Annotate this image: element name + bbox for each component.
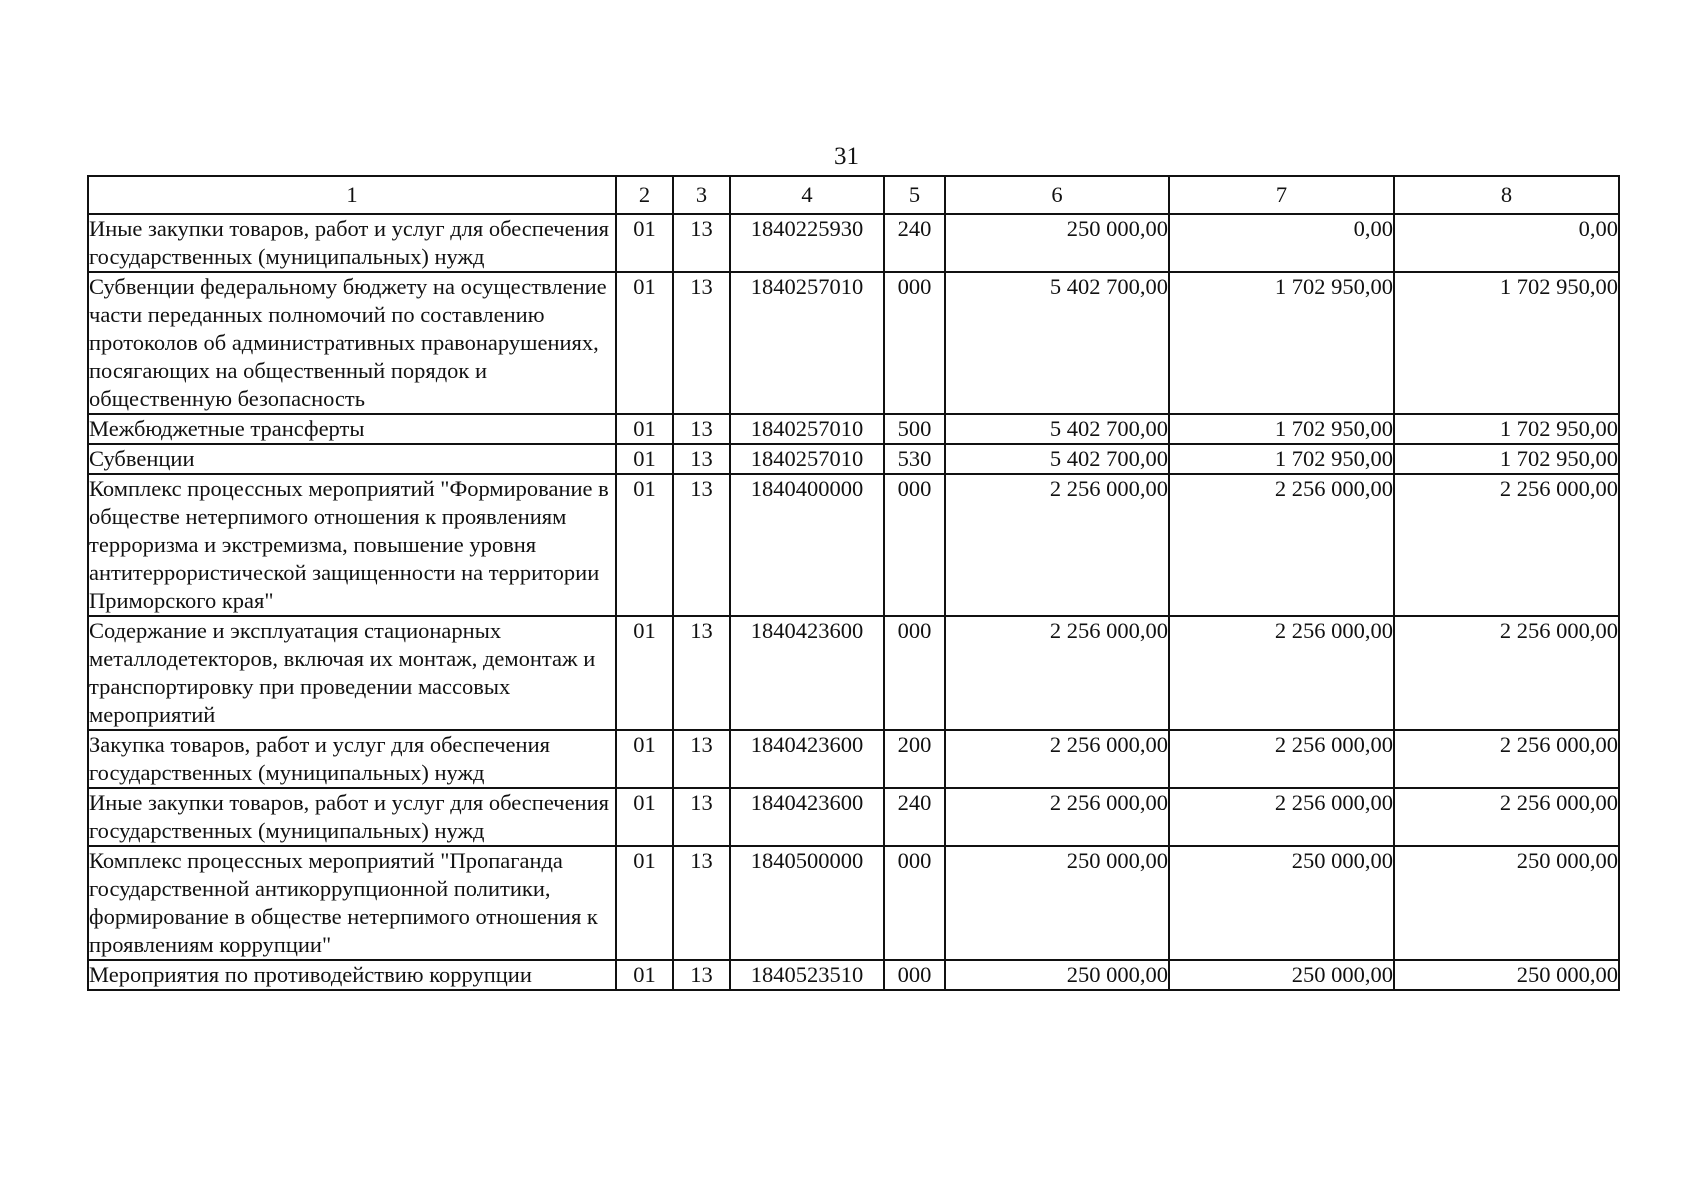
row-amount-6: 250 000,00 (945, 960, 1169, 990)
row-amount-8: 1 702 950,00 (1394, 272, 1619, 414)
row-amount-7: 250 000,00 (1169, 960, 1394, 990)
row-amount-6: 5 402 700,00 (945, 272, 1169, 414)
row-amount-7: 2 256 000,00 (1169, 788, 1394, 846)
page-number: 31 (834, 143, 859, 170)
row-amount-7: 250 000,00 (1169, 846, 1394, 960)
row-name: Иные закупки товаров, работ и услуг для обеспечения государственных (муниципальных) нужд (88, 788, 616, 846)
header-cell-8: 8 (1394, 176, 1619, 214)
row-amount-7: 0,00 (1169, 214, 1394, 272)
row-target-code: 1840257010 (730, 444, 884, 474)
row-subsection: 13 (673, 414, 730, 444)
row-name: Субвенции (88, 444, 616, 474)
row-amount-7: 2 256 000,00 (1169, 474, 1394, 616)
row-amount-8: 250 000,00 (1394, 960, 1619, 990)
row-amount-6: 250 000,00 (945, 214, 1169, 272)
row-target-code: 1840225930 (730, 214, 884, 272)
header-cell-7: 7 (1169, 176, 1394, 214)
row-amount-7: 1 702 950,00 (1169, 444, 1394, 474)
row-expense-type: 000 (884, 616, 945, 730)
row-amount-8: 2 256 000,00 (1394, 788, 1619, 846)
row-name: Закупка товаров, работ и услуг для обеспечения государственных (муниципальных) нужд (88, 730, 616, 788)
row-amount-6: 5 402 700,00 (945, 414, 1169, 444)
row-amount-6: 250 000,00 (945, 846, 1169, 960)
header-cell-2: 2 (616, 176, 673, 214)
row-amount-8: 250 000,00 (1394, 846, 1619, 960)
row-expense-type: 000 (884, 846, 945, 960)
row-subsection: 13 (673, 960, 730, 990)
row-amount-6: 5 402 700,00 (945, 444, 1169, 474)
row-section: 01 (616, 414, 673, 444)
table-row (88, 960, 1619, 990)
row-section: 01 (616, 846, 673, 960)
row-target-code: 1840523510 (730, 960, 884, 990)
header-cell-1: 1 (88, 176, 616, 214)
row-name: Комплекс процессных мероприятий "Пропаганда государственной антикоррупционной политики, формирование в обществе нетерпимого отношения к проявлениям коррупции" (88, 846, 616, 960)
row-subsection: 13 (673, 616, 730, 730)
row-name: Мероприятия по противодействию коррупции (88, 960, 616, 990)
row-amount-8: 2 256 000,00 (1394, 730, 1619, 788)
row-amount-6: 2 256 000,00 (945, 788, 1169, 846)
row-amount-7: 2 256 000,00 (1169, 616, 1394, 730)
header-cell-6: 6 (945, 176, 1169, 214)
row-subsection: 13 (673, 272, 730, 414)
row-amount-8: 2 256 000,00 (1394, 616, 1619, 730)
row-amount-6: 2 256 000,00 (945, 730, 1169, 788)
table-row (88, 214, 1619, 272)
row-expense-type: 530 (884, 444, 945, 474)
row-expense-type: 000 (884, 272, 945, 414)
table-row (88, 846, 1619, 960)
row-subsection: 13 (673, 788, 730, 846)
table-row (88, 616, 1619, 730)
row-subsection: 13 (673, 846, 730, 960)
row-target-code: 1840423600 (730, 730, 884, 788)
row-target-code: 1840400000 (730, 474, 884, 616)
row-expense-type: 200 (884, 730, 945, 788)
row-section: 01 (616, 214, 673, 272)
header-row (88, 176, 1619, 214)
row-expense-type: 000 (884, 474, 945, 616)
row-section: 01 (616, 474, 673, 616)
row-section: 01 (616, 960, 673, 990)
row-subsection: 13 (673, 214, 730, 272)
table-row (88, 272, 1619, 414)
row-name: Межбюджетные трансферты (88, 414, 616, 444)
row-target-code: 1840423600 (730, 616, 884, 730)
table-row (88, 788, 1619, 846)
header-cell-5: 5 (884, 176, 945, 214)
row-amount-8: 1 702 950,00 (1394, 444, 1619, 474)
row-subsection: 13 (673, 474, 730, 616)
row-name: Содержание и эксплуатация стационарных металлодетекторов, включая их монтаж, демонтаж и транспортировку при проведении массовых мероприятий (88, 616, 616, 730)
row-target-code: 1840257010 (730, 272, 884, 414)
row-section: 01 (616, 616, 673, 730)
row-subsection: 13 (673, 444, 730, 474)
table-row (88, 444, 1619, 474)
budget-table (87, 175, 1620, 991)
row-name: Иные закупки товаров, работ и услуг для обеспечения государственных (муниципальных) нужд (88, 214, 616, 272)
table-row (88, 414, 1619, 444)
row-name: Субвенции федеральному бюджету на осуществление части переданных полномочий по составлению протоколов об административных правонарушениях, посягающих на общественный порядок и общественную безопасность (88, 272, 616, 414)
row-section: 01 (616, 444, 673, 474)
row-target-code: 1840423600 (730, 788, 884, 846)
row-amount-8: 1 702 950,00 (1394, 414, 1619, 444)
header-cell-4: 4 (730, 176, 884, 214)
row-name: Комплекс процессных мероприятий "Формирование в обществе нетерпимого отношения к проявлениям терроризма и экстремизма, повышение уровня антитеррористической защищенности на территории Приморского края" (88, 474, 616, 616)
row-section: 01 (616, 730, 673, 788)
row-amount-8: 2 256 000,00 (1394, 474, 1619, 616)
row-expense-type: 240 (884, 788, 945, 846)
row-subsection: 13 (673, 730, 730, 788)
row-expense-type: 500 (884, 414, 945, 444)
row-section: 01 (616, 788, 673, 846)
row-amount-7: 1 702 950,00 (1169, 414, 1394, 444)
row-amount-7: 2 256 000,00 (1169, 730, 1394, 788)
row-section: 01 (616, 272, 673, 414)
header-cell-3: 3 (673, 176, 730, 214)
table-row (88, 474, 1619, 616)
row-amount-6: 2 256 000,00 (945, 616, 1169, 730)
row-amount-7: 1 702 950,00 (1169, 272, 1394, 414)
row-target-code: 1840500000 (730, 846, 884, 960)
row-target-code: 1840257010 (730, 414, 884, 444)
row-amount-6: 2 256 000,00 (945, 474, 1169, 616)
table-row (88, 730, 1619, 788)
row-expense-type: 000 (884, 960, 945, 990)
row-expense-type: 240 (884, 214, 945, 272)
row-amount-8: 0,00 (1394, 214, 1619, 272)
